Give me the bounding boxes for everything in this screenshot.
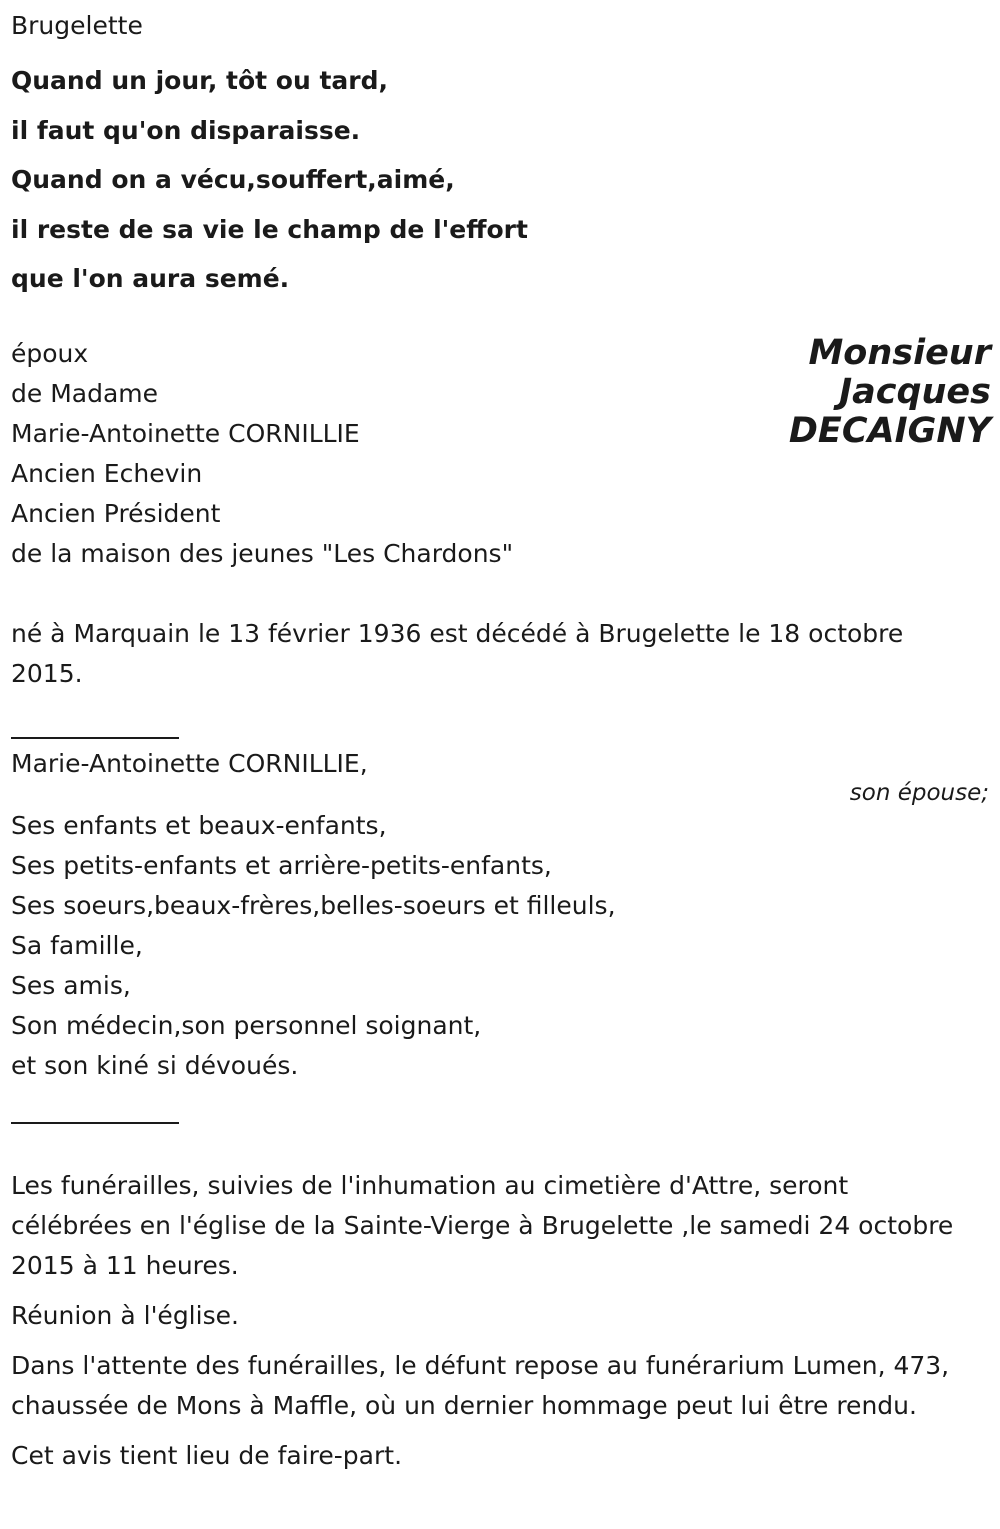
deceased-title: Monsieur <box>808 333 991 373</box>
family-line: Ses petits-enfants et arrière-petits-enfants, <box>11 851 552 880</box>
poem <box>11 56 991 304</box>
bio-line: Marie-Antoinette CORNILLIE <box>11 419 360 448</box>
poem-line: il faut qu'on disparaisse. <box>11 115 361 145</box>
family-line: Sa famille, <box>11 931 143 960</box>
family-line: Ses enfants et beaux-enfants, <box>11 811 387 840</box>
deceased-first-name: Jacques <box>839 372 991 412</box>
bio-line: époux <box>11 339 89 368</box>
funeral-meeting: Réunion à l'église. <box>11 1301 239 1330</box>
deceased-last-name: DECAIGNY <box>788 411 991 451</box>
family-line: Ses amis, <box>11 971 131 1000</box>
birth-death-statement: né à Marquain le 13 février 1936 est décédé à Brugelette le 18 octobre 2015. <box>11 619 904 688</box>
deceased-name <box>789 334 991 451</box>
bio-line: Ancien Echevin <box>11 459 203 488</box>
deceased-bio <box>11 334 513 574</box>
bio-line: Ancien Président <box>11 499 221 528</box>
divider <box>11 1122 179 1124</box>
divider <box>11 737 179 739</box>
obituary-notice <box>11 6 991 1470</box>
bio-line: de la maison des jeunes "Les Chardons" <box>11 539 514 568</box>
poem-line: Quand un jour, tôt ou tard, <box>11 66 389 95</box>
bio-line: de Madame <box>11 379 159 408</box>
family-line: et son kiné si dévoués. <box>11 1051 299 1080</box>
poem-line: que l'on aura semé. <box>11 264 290 293</box>
funeral-details <box>11 1166 971 1486</box>
family-line: Ses soeurs,beaux-frères,belles-soeurs et filleuls, <box>11 891 616 920</box>
place-heading: Brugelette <box>11 11 143 40</box>
spouse-name: Marie-Antoinette CORNILLIE, <box>11 749 368 778</box>
funeral-visitation: Dans l'attente des funérailles, le défunt repose au funérarium Lumen, 473, chaussée de Mons à Maffle, où un dernier hommage peut lui être rendu. <box>11 1351 950 1420</box>
funeral-ceremony: Les funérailles, suivies de l'inhumation au cimetière d'Attre, seront célébrées en l'église de la Sainte-Vierge à Brugelette ,le samedi 24 octobre 2015 à 11 heures. <box>11 1171 954 1280</box>
family-list <box>11 806 616 1086</box>
spouse-role: son épouse; <box>849 780 989 806</box>
funeral-notice: Cet avis tient lieu de faire-part. <box>11 1441 403 1470</box>
family-line: Son médecin,son personnel soignant, <box>11 1011 482 1040</box>
poem-line: il reste de sa vie le champ de l'effort <box>11 214 528 244</box>
poem-line: Quand on a vécu,souffert,aimé, <box>11 165 455 194</box>
